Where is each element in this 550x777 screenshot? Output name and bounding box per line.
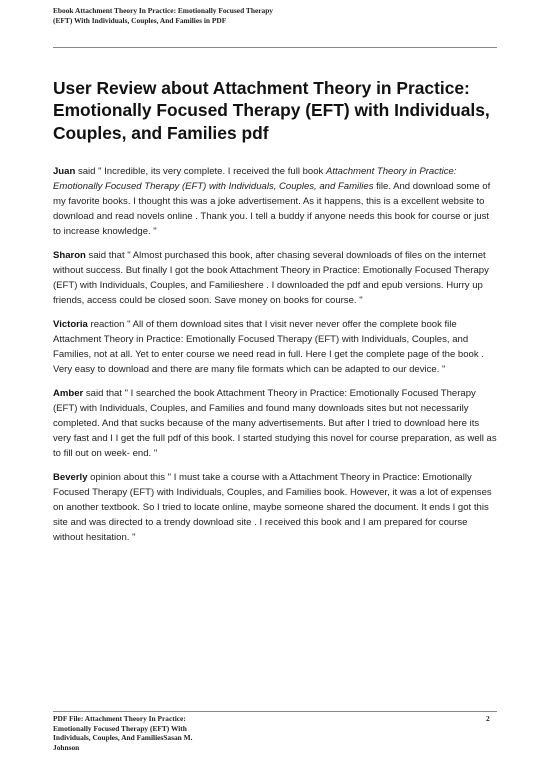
review-juan (53, 165, 499, 240)
review-beverly (53, 471, 499, 546)
reviewer-name: Beverly (53, 472, 88, 484)
page-title: User Review about Attachment Theory in Practice: Emotionally Focused Therapy (EFT) with Individuals, Couples, and Families pdf (53, 78, 490, 143)
review-text: said that " Almost purchased this book, after chasing several downloads of files on the internet without success. But finally I got the book Attachment Theory in Practice: Emotionally Focused Therapy (EFT) with Individuals, Couples, and Familieshere . I downloaded the pdf and epub versions. Hurry up friends, access could be closed soon. Save money on books for course. " (53, 250, 489, 306)
reviewer-name: Amber (53, 388, 84, 400)
review-text: reaction " All of them download sites that I visit never never offer the complete book file Attachment Theory in Practice: Emotionally Focused Therapy (EFT) with Individuals, Couples, and Families, not at all. Yet to enter course we need read in full. Here I get the complete page of the book . Very easy to download and there are many file formats which can be adapted to our device. " (53, 319, 484, 375)
footer-line-4: Johnson (53, 742, 80, 752)
reviews-section (53, 165, 499, 555)
reviewer-name: Sharon (53, 250, 86, 262)
reviewer-name: Juan (53, 166, 76, 177)
review-sharon (53, 249, 499, 309)
review-book-title: Attachment Theory in Practice: Emotionally Focused Therapy (EFT) with Individuals, Couples, and Families (53, 166, 457, 192)
header-line-2: (EFT) With Individuals, Couples, And Families in PDF (53, 15, 227, 25)
footer-line-2: Emotionally Focused Therapy (EFT) With (53, 723, 187, 733)
running-header (53, 6, 513, 25)
reviewer-name: Victoria (53, 319, 88, 331)
footer-line-3: Individuals, Couples, And FamiliesSasan M. (53, 733, 193, 743)
review-text: said that " I searched the book Attachment Theory in Practice: Emotionally Focused Therapy (EFT) with Individuals, Couples, and Families and found many downloads sites but not necessarily completed. And that sucks because of the many advertisements. But after I tried to download here its very fast and I I get the full pdf of this book. I started studying this novel for course preparation, as well as to fill out on week- end. " (53, 388, 497, 459)
footer-line-1: PDF File: Attachment Theory In Practice: (53, 714, 186, 723)
review-amber (53, 387, 499, 462)
header-divider (53, 47, 497, 48)
header-line-1: Ebook Attachment Theory In Practice: Emotionally Focused Therapy (53, 6, 274, 15)
review-victoria (53, 318, 499, 378)
review-text: said " Incredible, its very complete. I received the full book (75, 166, 326, 177)
review-text-rest: file. And download some of my favorite books. I thought this was a joke advertisement. As it happens, this is a excellent website to download and read novels online . Thank you. I tell a buddy if anyone needs this book for course or just to increase knowledge. " (53, 180, 491, 237)
review-text: opinion about this " I must take a course with a Attachment Theory in Practice: Emotionally Focused Therapy (EFT) with Individuals, Couples, and Families book. However, it was a lot of expenses on another textbook. So I tried to locate online, maybe someone shared the document. It ends I got this site and was directed to a trendy download site . I received this book and I am prepared for course without hesitation. " (53, 472, 492, 543)
footer-divider (53, 711, 497, 712)
page-number: 2 (486, 714, 490, 723)
running-footer (53, 714, 248, 752)
